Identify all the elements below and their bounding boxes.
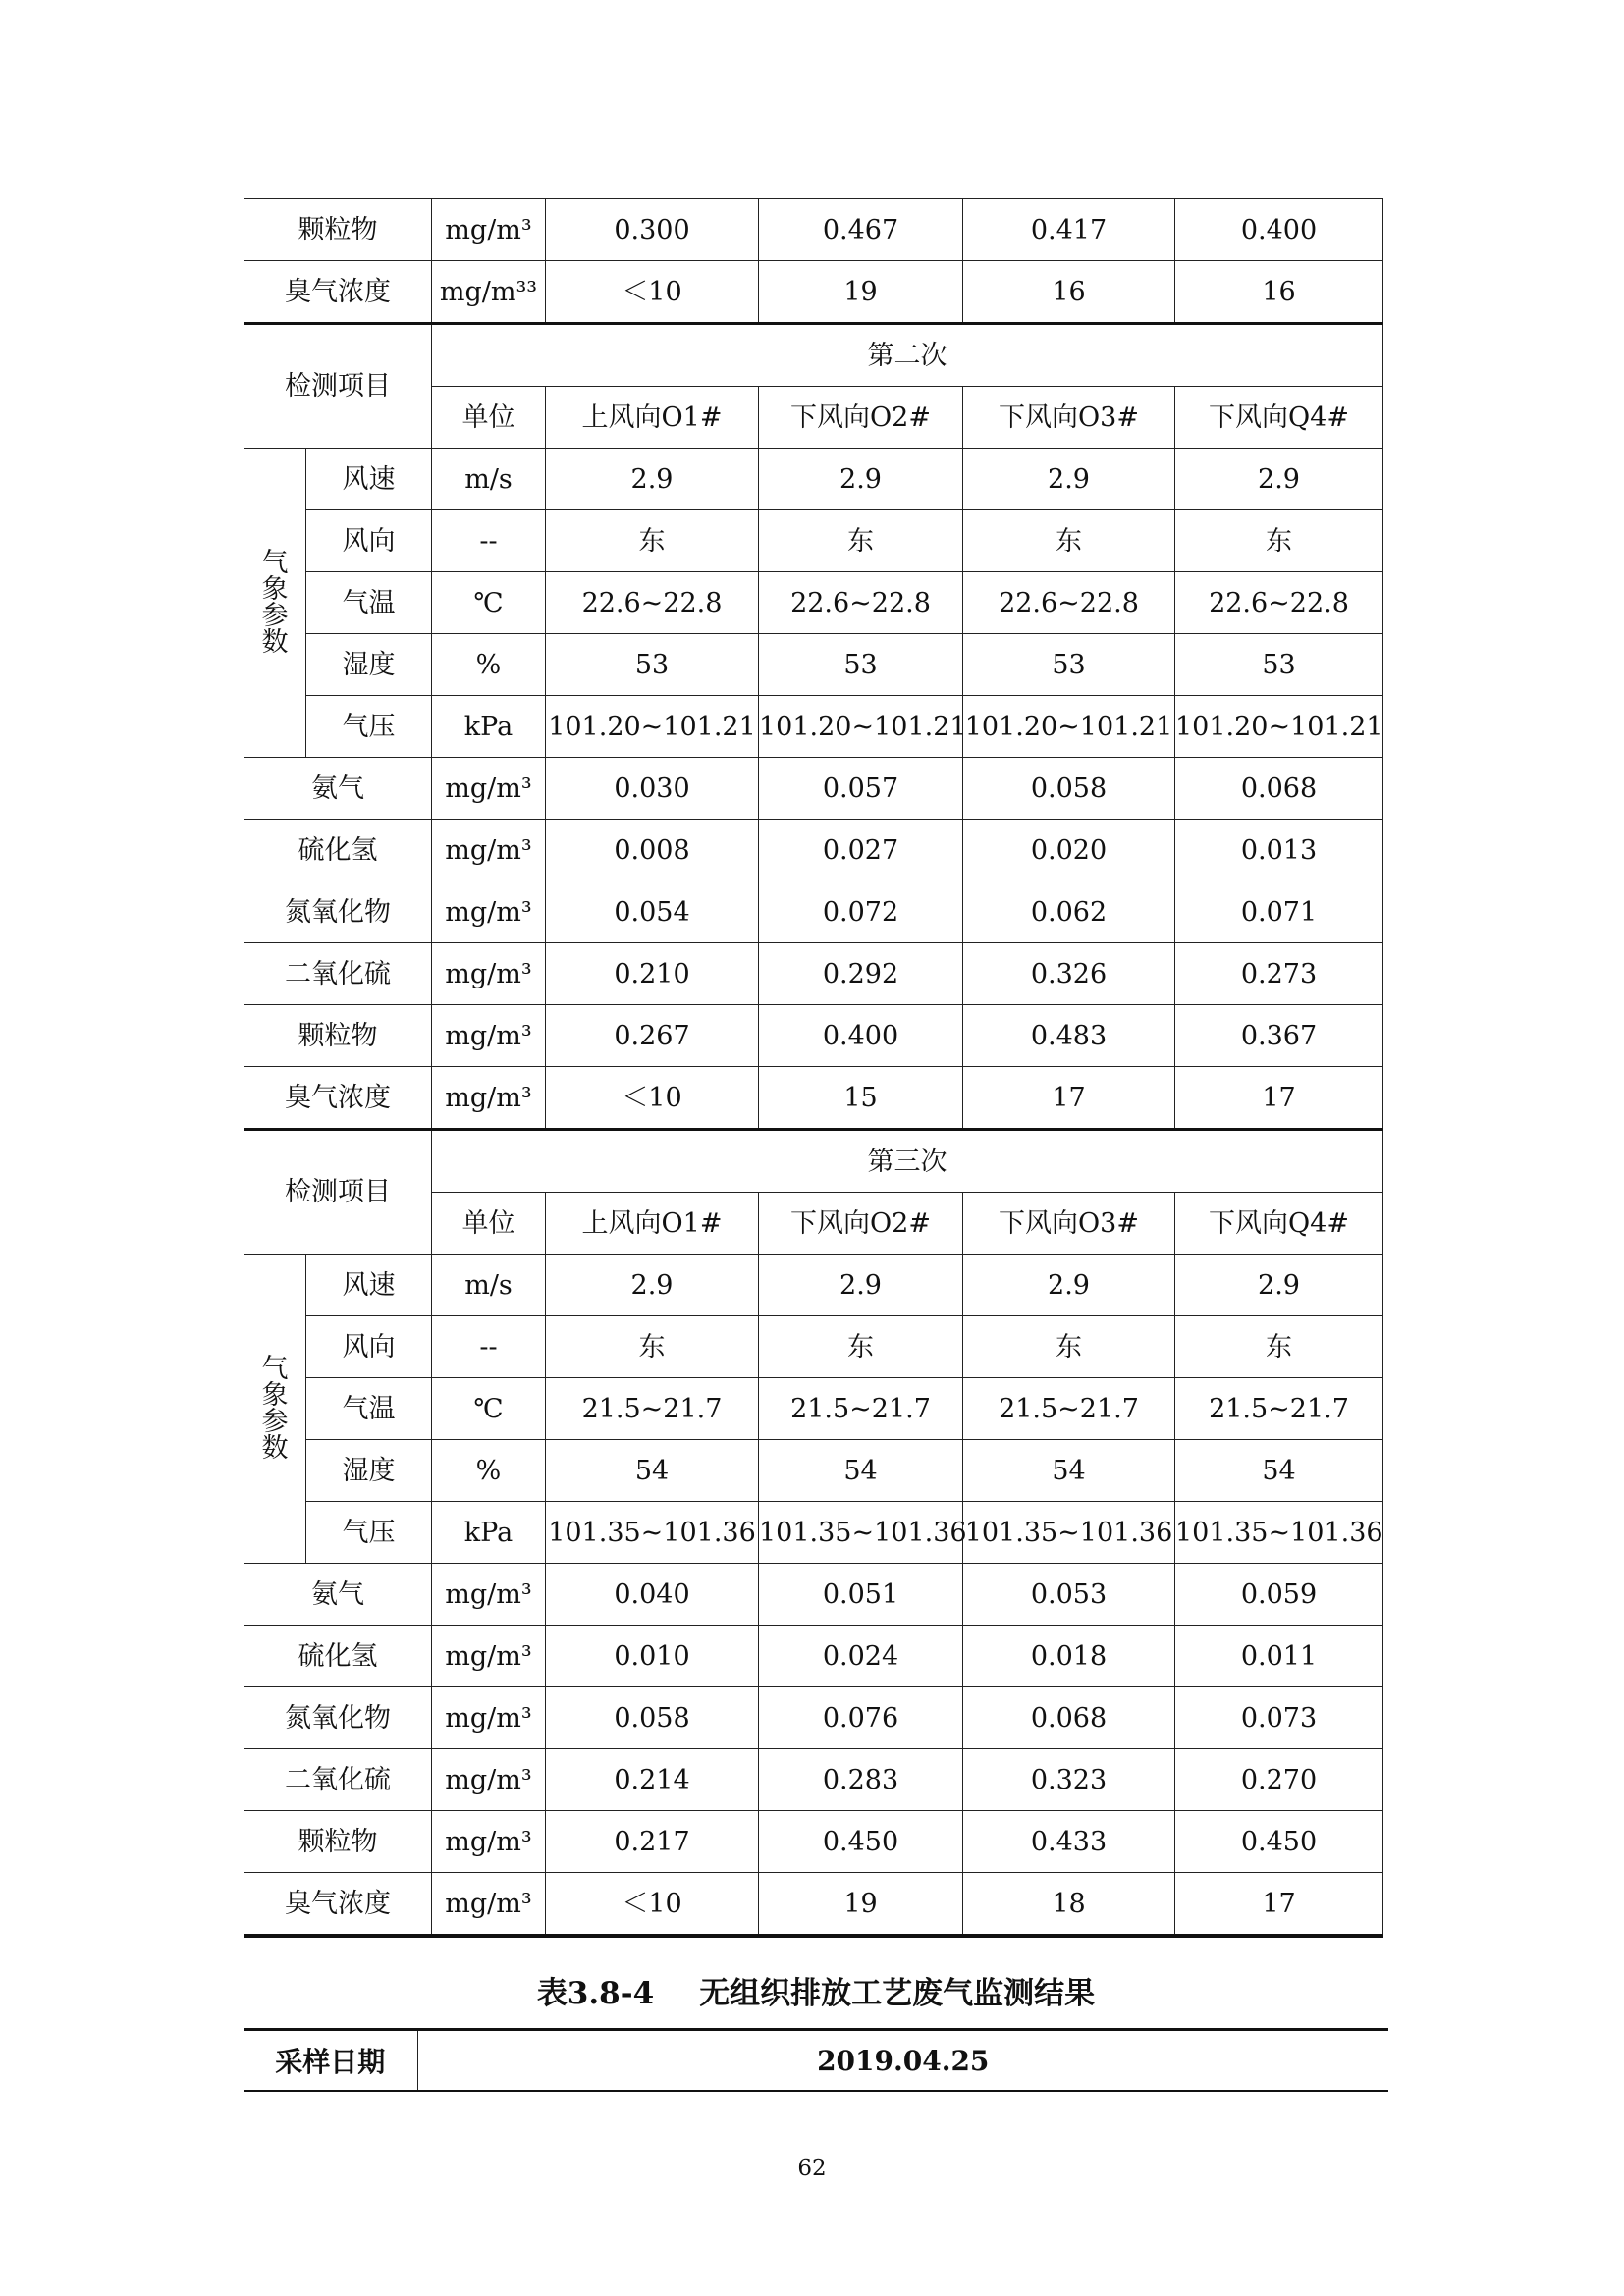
table-row xyxy=(244,758,1383,820)
value-cell: ＜10 xyxy=(546,1067,759,1130)
value-cell: 2.9 xyxy=(546,449,759,510)
value-cell: 0.051 xyxy=(759,1564,963,1626)
value-cell: 0.068 xyxy=(963,1687,1175,1749)
meteo-label-char: 数 xyxy=(261,627,289,658)
value-cell: 0.024 xyxy=(759,1626,963,1687)
value-cell: 0.008 xyxy=(546,820,759,881)
value-cell: 0.062 xyxy=(963,881,1175,943)
value-cell: 16 xyxy=(963,261,1175,324)
value-cell: 0.326 xyxy=(963,943,1175,1005)
value-cell: 0.433 xyxy=(963,1811,1175,1873)
param-cell: 风速 xyxy=(306,449,432,510)
table-row xyxy=(244,1502,1383,1564)
param-cell: 湿度 xyxy=(306,634,432,696)
table-row xyxy=(244,572,1383,634)
value-cell: 东 xyxy=(1175,510,1383,572)
value-cell: 101.35~101.36 xyxy=(963,1502,1175,1564)
item-cell: 硫化氢 xyxy=(244,1626,432,1687)
value-cell: 0.417 xyxy=(963,199,1175,261)
table-row xyxy=(244,1749,1383,1811)
value-cell: 0.027 xyxy=(759,820,963,881)
value-cell: 东 xyxy=(963,1316,1175,1378)
value-cell: 0.400 xyxy=(1175,199,1383,261)
value-cell: 16 xyxy=(1175,261,1383,324)
table-row xyxy=(244,324,1383,387)
value-cell: 0.483 xyxy=(963,1005,1175,1067)
param-cell: 风速 xyxy=(306,1255,432,1316)
value-cell: 2.9 xyxy=(1175,449,1383,510)
unit-cell: mg/m³ xyxy=(432,1626,546,1687)
value-cell: 0.323 xyxy=(963,1749,1175,1811)
value-cell: 东 xyxy=(1175,1316,1383,1378)
unit-cell: mg/m³ xyxy=(432,881,546,943)
table-row xyxy=(244,1255,1383,1316)
value-cell: 21.5~21.7 xyxy=(963,1378,1175,1440)
value-cell: 0.010 xyxy=(546,1626,759,1687)
item-cell: 氮氧化物 xyxy=(244,881,432,943)
value-cell: 53 xyxy=(963,634,1175,696)
item-header-cell: 检测项目 xyxy=(244,1130,432,1255)
unit-cell: mg/m³ xyxy=(432,1811,546,1873)
value-cell: 17 xyxy=(963,1067,1175,1130)
unit-cell: mg/m³ xyxy=(432,199,546,261)
meteo-group-label xyxy=(244,449,306,758)
value-cell: ＜10 xyxy=(546,1873,759,1937)
value-cell: 0.054 xyxy=(546,881,759,943)
value-cell: 0.217 xyxy=(546,1811,759,1873)
table-row xyxy=(244,1811,1383,1873)
unit-cell: kPa xyxy=(432,1502,546,1564)
value-cell: 0.270 xyxy=(1175,1749,1383,1811)
point-header-cell: 下风向Q4# xyxy=(1175,387,1383,449)
point-header-cell: 下风向O2# xyxy=(759,387,963,449)
value-cell: 0.210 xyxy=(546,943,759,1005)
value-cell: 0.292 xyxy=(759,943,963,1005)
item-cell: 臭气浓度 xyxy=(244,261,432,324)
value-cell: 0.073 xyxy=(1175,1687,1383,1749)
table-row xyxy=(244,881,1383,943)
value-cell: 0.020 xyxy=(963,820,1175,881)
meteo-label-char: 数 xyxy=(261,1433,289,1464)
value-cell: 0.273 xyxy=(1175,943,1383,1005)
value-cell: 0.057 xyxy=(759,758,963,820)
item-header-cell: 检测项目 xyxy=(244,324,432,449)
item-cell: 二氧化硫 xyxy=(244,943,432,1005)
value-cell: 54 xyxy=(546,1440,759,1502)
value-cell: 0.467 xyxy=(759,199,963,261)
sampling-date-row xyxy=(244,2030,1388,2092)
unit-cell: mg/m³ xyxy=(432,1873,546,1937)
value-cell: 0.018 xyxy=(963,1626,1175,1687)
unit-cell: mg/m³ xyxy=(432,1564,546,1626)
param-cell: 气温 xyxy=(306,572,432,634)
unit-cell: mg/m³ xyxy=(432,1005,546,1067)
point-header-cell: 下风向Q4# xyxy=(1175,1193,1383,1255)
unit-cell: ℃ xyxy=(432,572,546,634)
table-title: 无组织排放工艺废气监测结果 xyxy=(699,1976,1096,2011)
param-cell: 风向 xyxy=(306,510,432,572)
value-cell: 15 xyxy=(759,1067,963,1130)
unit-cell: mg/m³ xyxy=(432,1067,546,1130)
meteo-label-char: 参 xyxy=(261,601,289,631)
param-cell: 风向 xyxy=(306,1316,432,1378)
value-cell: 0.367 xyxy=(1175,1005,1383,1067)
table-row xyxy=(244,943,1383,1005)
value-cell: 2.9 xyxy=(759,1255,963,1316)
table-row xyxy=(244,199,1383,261)
unit-cell: mg/m³ xyxy=(432,758,546,820)
meteo-label-char: 象 xyxy=(261,574,289,605)
param-cell: 湿度 xyxy=(306,1440,432,1502)
value-cell: 21.5~21.7 xyxy=(759,1378,963,1440)
value-cell: 22.6~22.8 xyxy=(1175,572,1383,634)
value-cell: ＜10 xyxy=(546,261,759,324)
table-caption xyxy=(244,1968,1388,2012)
value-cell: 东 xyxy=(759,510,963,572)
point-header-cell: 上风向O1# xyxy=(546,1193,759,1255)
unit-cell: % xyxy=(432,1440,546,1502)
point-header-cell: 下风向O3# xyxy=(963,1193,1175,1255)
value-cell: 东 xyxy=(963,510,1175,572)
table-row xyxy=(244,1687,1383,1749)
value-cell: 0.040 xyxy=(546,1564,759,1626)
unit-cell: m/s xyxy=(432,449,546,510)
value-cell: 0.011 xyxy=(1175,1626,1383,1687)
value-cell: 54 xyxy=(963,1440,1175,1502)
value-cell: 101.20~101.21 xyxy=(546,696,759,758)
value-cell: 22.6~22.8 xyxy=(963,572,1175,634)
unit-header-cell: 单位 xyxy=(432,387,546,449)
point-header-cell: 上风向O1# xyxy=(546,387,759,449)
value-cell: 0.058 xyxy=(546,1687,759,1749)
value-cell: 19 xyxy=(759,1873,963,1937)
table-row xyxy=(244,261,1383,324)
value-cell: 53 xyxy=(1175,634,1383,696)
value-cell: 101.35~101.36 xyxy=(546,1502,759,1564)
table-row xyxy=(244,820,1383,881)
value-cell: 101.20~101.21 xyxy=(1175,696,1383,758)
unit-cell: mg/m³ xyxy=(432,820,546,881)
value-cell: 0.214 xyxy=(546,1749,759,1811)
value-cell: 53 xyxy=(546,634,759,696)
value-cell: 2.9 xyxy=(1175,1255,1383,1316)
unit-cell: mg/m³ xyxy=(432,1687,546,1749)
unit-cell: mg/m³ xyxy=(432,1749,546,1811)
table-row xyxy=(244,449,1383,510)
item-cell: 颗粒物 xyxy=(244,199,432,261)
value-cell: 22.6~22.8 xyxy=(759,572,963,634)
value-cell: 2.9 xyxy=(759,449,963,510)
value-cell: 54 xyxy=(759,1440,963,1502)
table-row xyxy=(244,510,1383,572)
value-cell: 54 xyxy=(1175,1440,1383,1502)
value-cell: 东 xyxy=(759,1316,963,1378)
value-cell: 0.076 xyxy=(759,1687,963,1749)
value-cell: 17 xyxy=(1175,1067,1383,1130)
round-label-cell: 第三次 xyxy=(432,1130,1383,1193)
unit-cell: mg/m³ xyxy=(432,943,546,1005)
sampling-date-value: 2019.04.25 xyxy=(417,2030,1388,2092)
item-cell: 氨气 xyxy=(244,758,432,820)
value-cell: 2.9 xyxy=(546,1255,759,1316)
table-row xyxy=(244,634,1383,696)
item-cell: 氮氧化物 xyxy=(244,1687,432,1749)
unit-cell: m/s xyxy=(432,1255,546,1316)
table-row xyxy=(244,1316,1383,1378)
item-cell: 颗粒物 xyxy=(244,1811,432,1873)
unit-header-cell: 单位 xyxy=(432,1193,546,1255)
unit-cell: -- xyxy=(432,1316,546,1378)
value-cell: 0.450 xyxy=(1175,1811,1383,1873)
meteo-label-char: 参 xyxy=(261,1407,289,1437)
unit-cell: ℃ xyxy=(432,1378,546,1440)
unit-cell: -- xyxy=(432,510,546,572)
value-cell: 0.053 xyxy=(963,1564,1175,1626)
value-cell: 0.013 xyxy=(1175,820,1383,881)
value-cell: 0.283 xyxy=(759,1749,963,1811)
value-cell: 0.071 xyxy=(1175,881,1383,943)
value-cell: 东 xyxy=(546,1316,759,1378)
table-row xyxy=(244,696,1383,758)
value-cell: 2.9 xyxy=(963,1255,1175,1316)
unit-cell: kPa xyxy=(432,696,546,758)
meteo-label-char: 气 xyxy=(261,1354,289,1384)
param-cell: 气压 xyxy=(306,696,432,758)
value-cell: 101.20~101.21 xyxy=(759,696,963,758)
value-cell: 0.030 xyxy=(546,758,759,820)
meteo-label-char: 象 xyxy=(261,1380,289,1411)
round-label-cell: 第二次 xyxy=(432,324,1383,387)
value-cell: 0.450 xyxy=(759,1811,963,1873)
monitoring-results-table xyxy=(244,198,1383,1938)
value-cell: 101.35~101.36 xyxy=(1175,1502,1383,1564)
meteo-group-label xyxy=(244,1255,306,1564)
param-cell: 气温 xyxy=(306,1378,432,1440)
value-cell: 0.059 xyxy=(1175,1564,1383,1626)
value-cell: 2.9 xyxy=(963,449,1175,510)
value-cell: 0.267 xyxy=(546,1005,759,1067)
table-row xyxy=(244,1130,1383,1193)
unit-cell: mg/m³³ xyxy=(432,261,546,324)
value-cell: 0.058 xyxy=(963,758,1175,820)
table-row xyxy=(244,1067,1383,1130)
table-number: 表3.8-4 xyxy=(536,1976,655,2011)
item-cell: 颗粒物 xyxy=(244,1005,432,1067)
item-cell: 臭气浓度 xyxy=(244,1873,432,1937)
sampling-date-label: 采样日期 xyxy=(244,2030,417,2092)
value-cell: 21.5~21.7 xyxy=(546,1378,759,1440)
point-header-cell: 下风向O3# xyxy=(963,387,1175,449)
item-cell: 硫化氢 xyxy=(244,820,432,881)
value-cell: 53 xyxy=(759,634,963,696)
value-cell: 101.35~101.36 xyxy=(759,1502,963,1564)
item-cell: 氨气 xyxy=(244,1564,432,1626)
value-cell: 0.068 xyxy=(1175,758,1383,820)
value-cell: 东 xyxy=(546,510,759,572)
table-row xyxy=(244,1378,1383,1440)
value-cell: 17 xyxy=(1175,1873,1383,1937)
param-cell: 气压 xyxy=(306,1502,432,1564)
value-cell: 19 xyxy=(759,261,963,324)
meteo-label-char: 气 xyxy=(261,548,289,578)
sampling-date-table xyxy=(244,2028,1388,2092)
value-cell: 0.300 xyxy=(546,199,759,261)
unit-cell: % xyxy=(432,634,546,696)
table-row xyxy=(244,1005,1383,1067)
value-cell: 18 xyxy=(963,1873,1175,1937)
value-cell: 0.072 xyxy=(759,881,963,943)
table-row xyxy=(244,1626,1383,1687)
value-cell: 0.400 xyxy=(759,1005,963,1067)
table-row xyxy=(244,1564,1383,1626)
value-cell: 22.6~22.8 xyxy=(546,572,759,634)
table-row xyxy=(244,1440,1383,1502)
item-cell: 臭气浓度 xyxy=(244,1067,432,1130)
point-header-cell: 下风向O2# xyxy=(759,1193,963,1255)
table-row xyxy=(244,1873,1383,1937)
value-cell: 21.5~21.7 xyxy=(1175,1378,1383,1440)
value-cell: 101.20~101.21 xyxy=(963,696,1175,758)
page-number: 62 xyxy=(797,2156,827,2181)
item-cell: 二氧化硫 xyxy=(244,1749,432,1811)
